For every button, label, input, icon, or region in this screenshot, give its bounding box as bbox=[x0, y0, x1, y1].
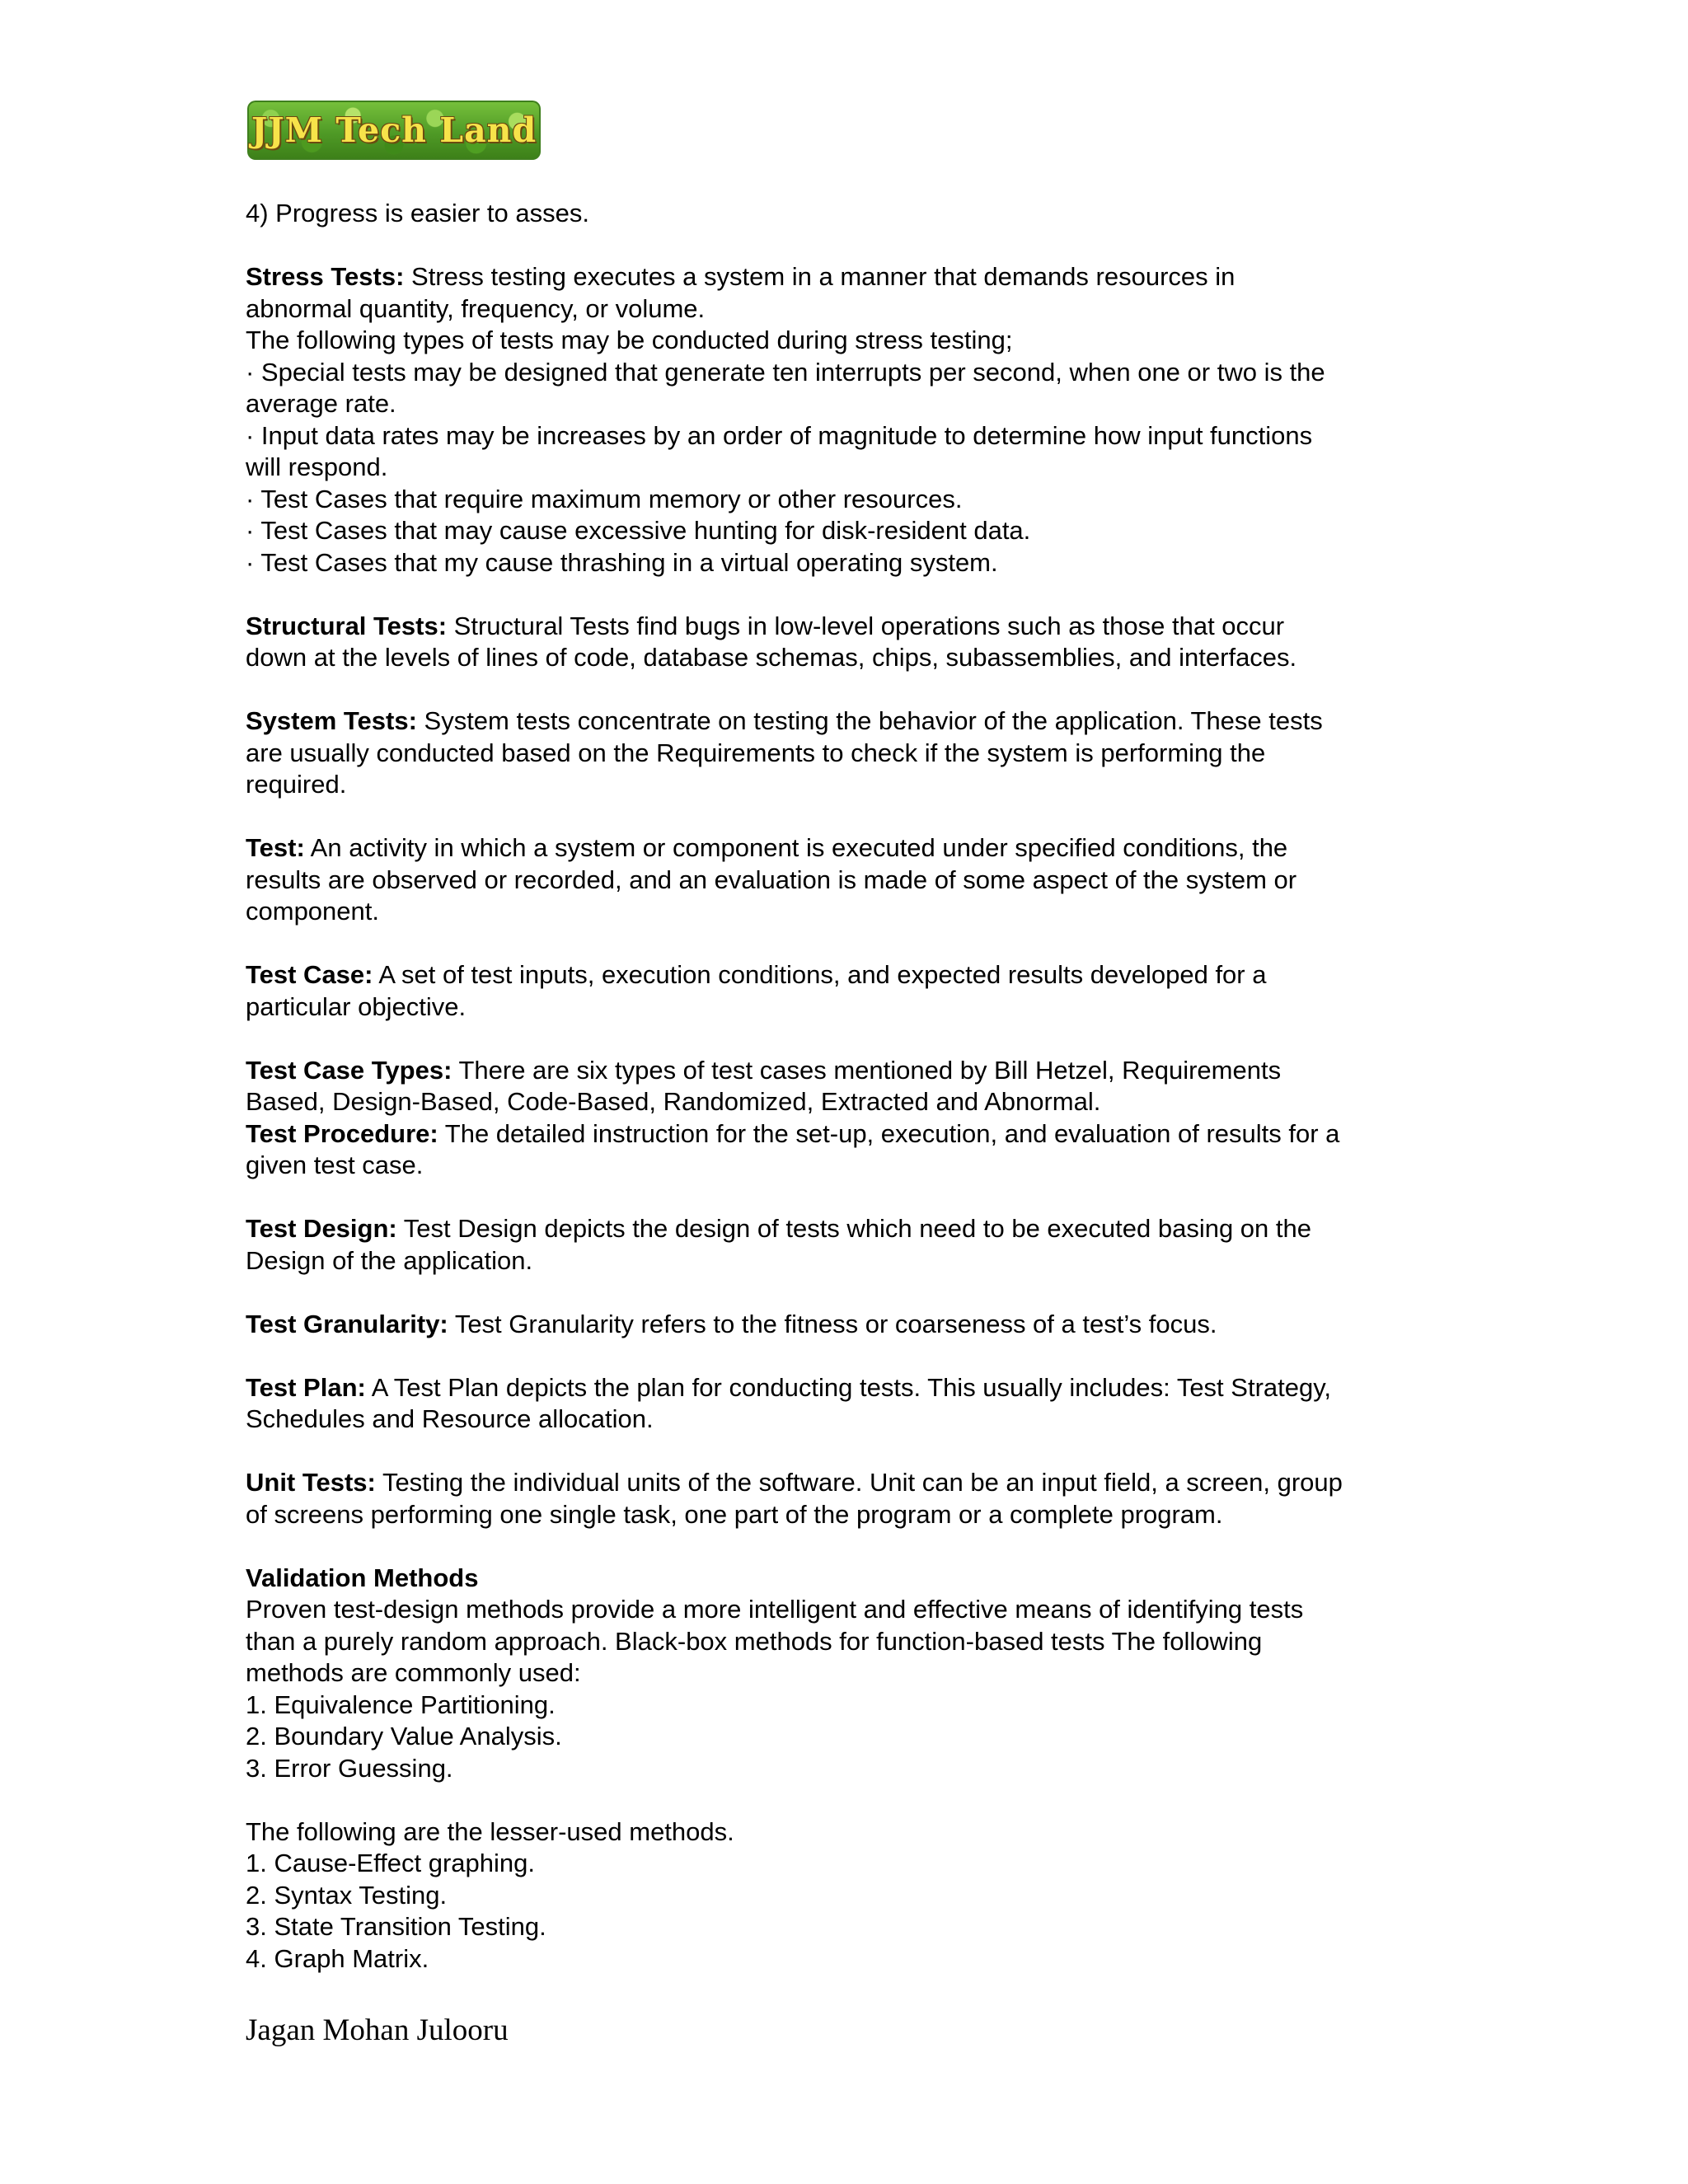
test-granularity-text: Test Granularity refers to the fitness or coarseness of a test’s focus. bbox=[448, 1309, 1217, 1338]
lesser-methods-intro: The following are the lesser-used methods. bbox=[246, 1816, 734, 1846]
stress-list-item: · Test Cases that my cause thrashing in a virtual operating system. bbox=[246, 547, 998, 577]
unit-tests-paragraph bbox=[246, 1467, 1449, 1499]
paragraph-gap bbox=[246, 1182, 1449, 1214]
test-plan-text: A Test Plan depicts the plan for conducting tests. This usually includes: Test Strategy, bbox=[365, 1372, 1332, 1402]
validation-methods-heading: Validation Methods bbox=[246, 1563, 479, 1592]
system-tests-line: required. bbox=[246, 770, 347, 799]
footer-author: Jagan Mohan Julooru bbox=[246, 2013, 509, 2047]
stress-tests-paragraph bbox=[246, 261, 1449, 293]
test-line: component. bbox=[246, 897, 379, 926]
test-granularity-term: Test Granularity: bbox=[246, 1309, 448, 1338]
test-case-types-paragraph bbox=[246, 1055, 1449, 1087]
paragraph-gap bbox=[246, 230, 1449, 262]
test-plan-term: Test Plan: bbox=[246, 1372, 366, 1402]
test-case-line: particular objective. bbox=[246, 991, 467, 1021]
paragraph-gap bbox=[246, 1530, 1449, 1563]
system-tests-paragraph bbox=[246, 705, 1449, 738]
unit-tests-text: Testing the individual units of the software. Unit can be an input field, a screen, group bbox=[375, 1468, 1343, 1497]
structural-tests-line: down at the levels of lines of code, database schemas, chips, subassemblies, and interfaces. bbox=[246, 643, 1297, 672]
paragraph-gap bbox=[246, 1784, 1449, 1816]
test-case-types-line: Based, Design-Based, Code-Based, Randomized, Extracted and Abnormal. bbox=[246, 1087, 1101, 1116]
test-procedure-line: given test case. bbox=[246, 1151, 424, 1179]
test-plan-paragraph bbox=[246, 1372, 1449, 1404]
test-case-text: A set of test inputs, execution conditions, and expected results developed for a bbox=[373, 960, 1267, 989]
stress-list-item: · Special tests may be designed that generate ten interrupts per second, when one or two is the bbox=[246, 357, 1325, 387]
lesser-method-item: 4. Graph Matrix. bbox=[246, 1943, 429, 1973]
validation-line: than a purely random approach. Black-box methods for function-based tests The following bbox=[246, 1626, 1263, 1656]
system-tests-term: System Tests: bbox=[246, 706, 417, 735]
stress-list-item: · Input data rates may be increases by an order of magnitude to determine how input functions bbox=[246, 420, 1313, 450]
stress-list-item-continued: average rate. bbox=[246, 389, 396, 418]
validation-line: methods are commonly used: bbox=[246, 1658, 581, 1687]
lesser-method-item: 1. Cause-Effect graphing. bbox=[246, 1849, 535, 1877]
paragraph-gap bbox=[246, 1340, 1449, 1372]
test-design-term: Test Design: bbox=[246, 1214, 397, 1243]
progress-line: 4) Progress is easier to asses. bbox=[246, 199, 589, 227]
test-procedure-text: The detailed instruction for the set-up, execution, and evaluation of results for a bbox=[438, 1118, 1340, 1148]
system-tests-text: System tests concentrate on testing the behavior of the application. These tests bbox=[416, 706, 1323, 735]
structural-tests-text: Structural Tests find bugs in low-level operations such as those that occur bbox=[447, 611, 1285, 640]
document-body bbox=[246, 198, 1449, 1975]
paragraph-gap bbox=[246, 674, 1449, 706]
paragraph-gap bbox=[246, 1436, 1449, 1468]
test-plan-line: Schedules and Resource allocation. bbox=[246, 1404, 654, 1433]
paragraph-gap bbox=[246, 1023, 1449, 1055]
system-tests-line: are usually conducted based on the Requirements to check if the system is performing the bbox=[246, 738, 1266, 767]
test-text: An activity in which a system or component is executed under specified conditions, the bbox=[304, 833, 1288, 862]
stress-tests-term: Stress Tests: bbox=[246, 262, 405, 291]
stress-tests-text: Stress testing executes a system in a manner that demands resources in bbox=[404, 262, 1236, 291]
lesser-method-item: 3. State Transition Testing. bbox=[246, 1912, 546, 1941]
common-method-item: 3. Error Guessing. bbox=[246, 1753, 453, 1783]
unit-tests-line: of screens performing one single task, one part of the program or a complete program. bbox=[246, 1499, 1223, 1529]
paragraph-gap bbox=[246, 801, 1449, 833]
test-procedure-term: Test Procedure: bbox=[246, 1118, 438, 1148]
test-design-line: Design of the application. bbox=[246, 1245, 533, 1275]
common-method-item: 2. Boundary Value Analysis. bbox=[246, 1722, 562, 1750]
unit-tests-term: Unit Tests: bbox=[246, 1468, 376, 1497]
test-case-paragraph bbox=[246, 959, 1449, 991]
test-design-paragraph bbox=[246, 1213, 1449, 1245]
test-case-term: Test Case: bbox=[246, 960, 373, 989]
test-granularity-paragraph bbox=[246, 1309, 1449, 1341]
stress-tests-intro-line: The following types of tests may be conducted during stress testing; bbox=[246, 326, 1013, 354]
validation-line: Proven test-design methods provide a more intelligent and effective means of identifying tests bbox=[246, 1595, 1304, 1624]
stress-list-item-continued: will respond. bbox=[246, 452, 388, 481]
logo-text: JJM Tech Land bbox=[251, 110, 537, 150]
test-paragraph bbox=[246, 832, 1449, 865]
structural-tests-term: Structural Tests: bbox=[246, 611, 448, 640]
test-procedure-paragraph bbox=[246, 1118, 1449, 1151]
lesser-method-item: 2. Syntax Testing. bbox=[246, 1880, 448, 1910]
test-case-types-text: There are six types of test cases mentioned by Bill Hetzel, Requirements bbox=[452, 1055, 1282, 1085]
jjm-tech-land-logo bbox=[247, 101, 541, 160]
common-method-item: 1. Equivalence Partitioning. bbox=[246, 1690, 556, 1719]
test-case-types-term: Test Case Types: bbox=[246, 1055, 452, 1085]
stress-list-item: · Test Cases that may cause excessive hunting for disk-resident data. bbox=[246, 516, 1031, 545]
paragraph-gap bbox=[246, 579, 1449, 611]
test-term: Test: bbox=[246, 833, 305, 862]
paragraph-gap bbox=[246, 928, 1449, 960]
stress-list-item: · Test Cases that require maximum memory or other resources. bbox=[246, 484, 963, 513]
stress-tests-line: abnormal quantity, frequency, or volume. bbox=[246, 293, 706, 323]
test-design-text: Test Design depicts the design of tests which need to be executed basing on the bbox=[396, 1214, 1311, 1243]
structural-tests-paragraph bbox=[246, 611, 1449, 643]
test-line: results are observed or recorded, and an evaluation is made of some aspect of the system or bbox=[246, 865, 1297, 894]
paragraph-gap bbox=[246, 1277, 1449, 1309]
